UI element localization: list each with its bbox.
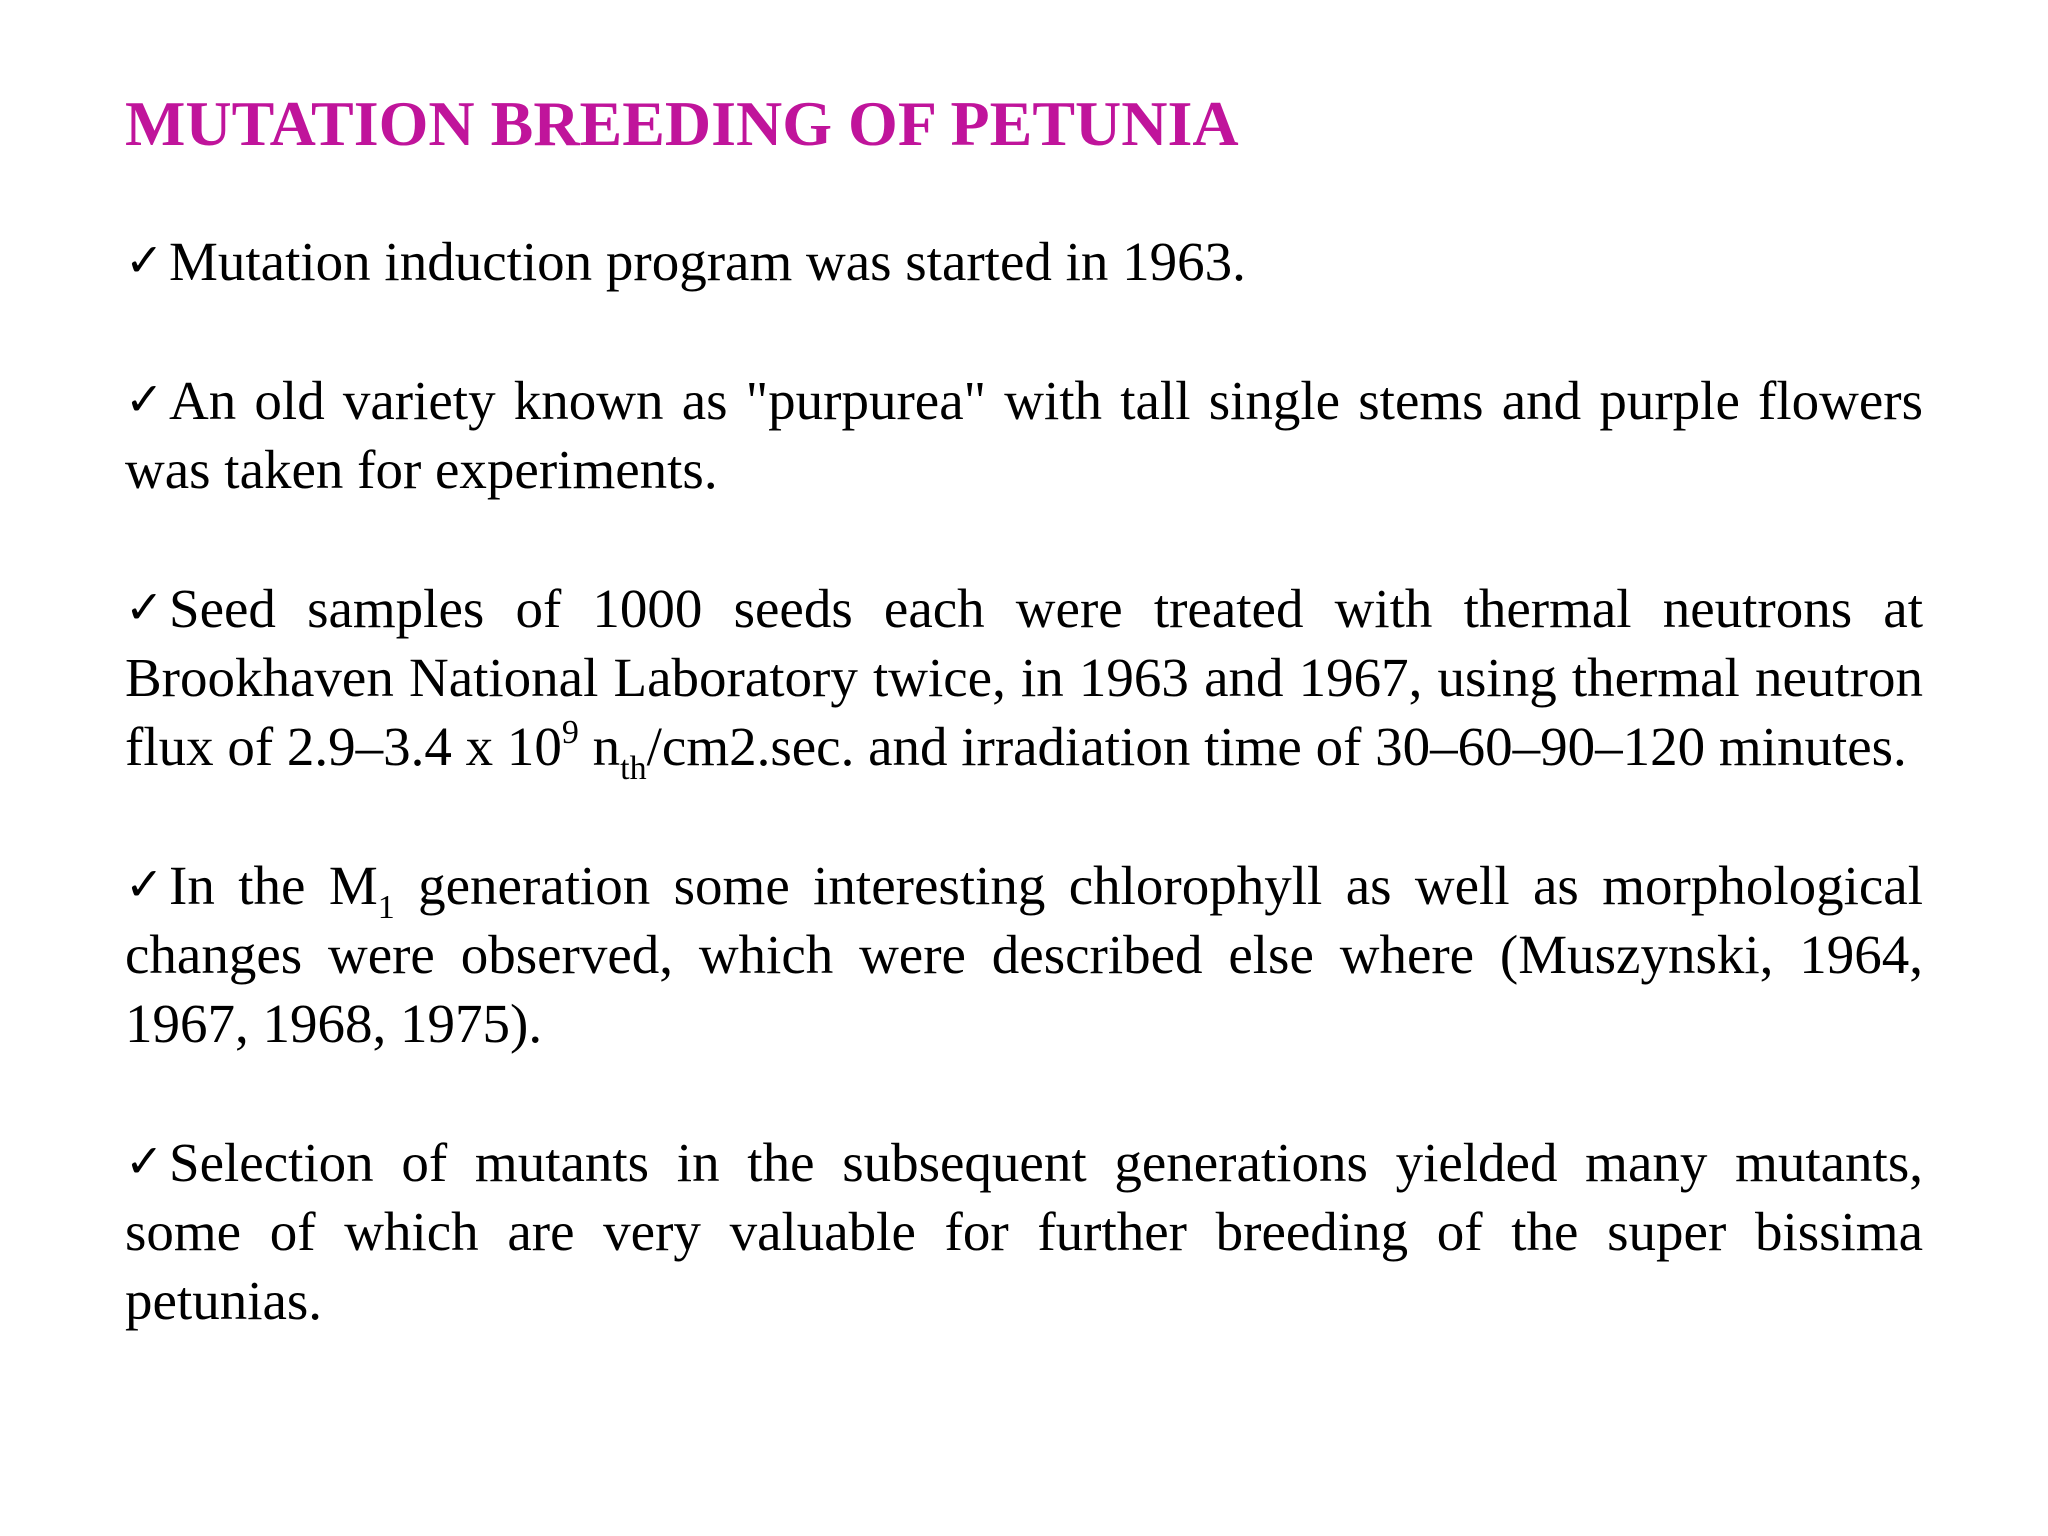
check-mark-icon: ✓ — [125, 1134, 164, 1188]
bullet-text: n — [578, 716, 621, 777]
check-mark-icon: ✓ — [125, 372, 164, 426]
bullet-text: An old variety known as "purpurea" with tall single stems and purple flowers was taken for experiments. — [125, 370, 1923, 500]
bullet-text: In the M — [169, 855, 378, 916]
check-mark-icon: ✓ — [125, 580, 164, 634]
subscript: 1 — [377, 889, 395, 926]
bullet-list — [125, 226, 1923, 1335]
bullet-item — [125, 850, 1923, 1058]
bullet-text: /cm2.sec. and irradiation time of 30–60–90–120 minutes. — [646, 716, 1907, 777]
superscript: 9 — [561, 714, 579, 751]
bullet-item — [125, 365, 1923, 504]
bullet-item — [125, 1127, 1923, 1335]
slide-title: MUTATION BREEDING OF PETUNIA — [125, 88, 1239, 159]
bullet-item — [125, 573, 1923, 787]
bullet-text: generation some interesting chlorophyll as well as morphological changes were observed, which were described else where (Muszynski, 1964, 1967, 1968, 1975). — [125, 855, 1923, 1054]
bullet-text: Selection of mutants in the subsequent generations yielded many mutants, some of which are very valuable for further breeding of the super bissima petunias. — [125, 1132, 1923, 1331]
subscript: th — [620, 750, 647, 787]
bullet-text: Mutation induction program was started in 1963. — [169, 231, 1246, 292]
bullet-text: Seed samples of 1000 seeds each were treated with thermal neutrons at Brookhaven National Laboratory twice, in 1963 and 1967, using thermal neutron flux of 2.9–3.4 x 10 — [125, 578, 1923, 777]
check-mark-icon: ✓ — [125, 233, 164, 287]
check-mark-icon: ✓ — [125, 857, 164, 911]
bullet-item — [125, 226, 1923, 296]
